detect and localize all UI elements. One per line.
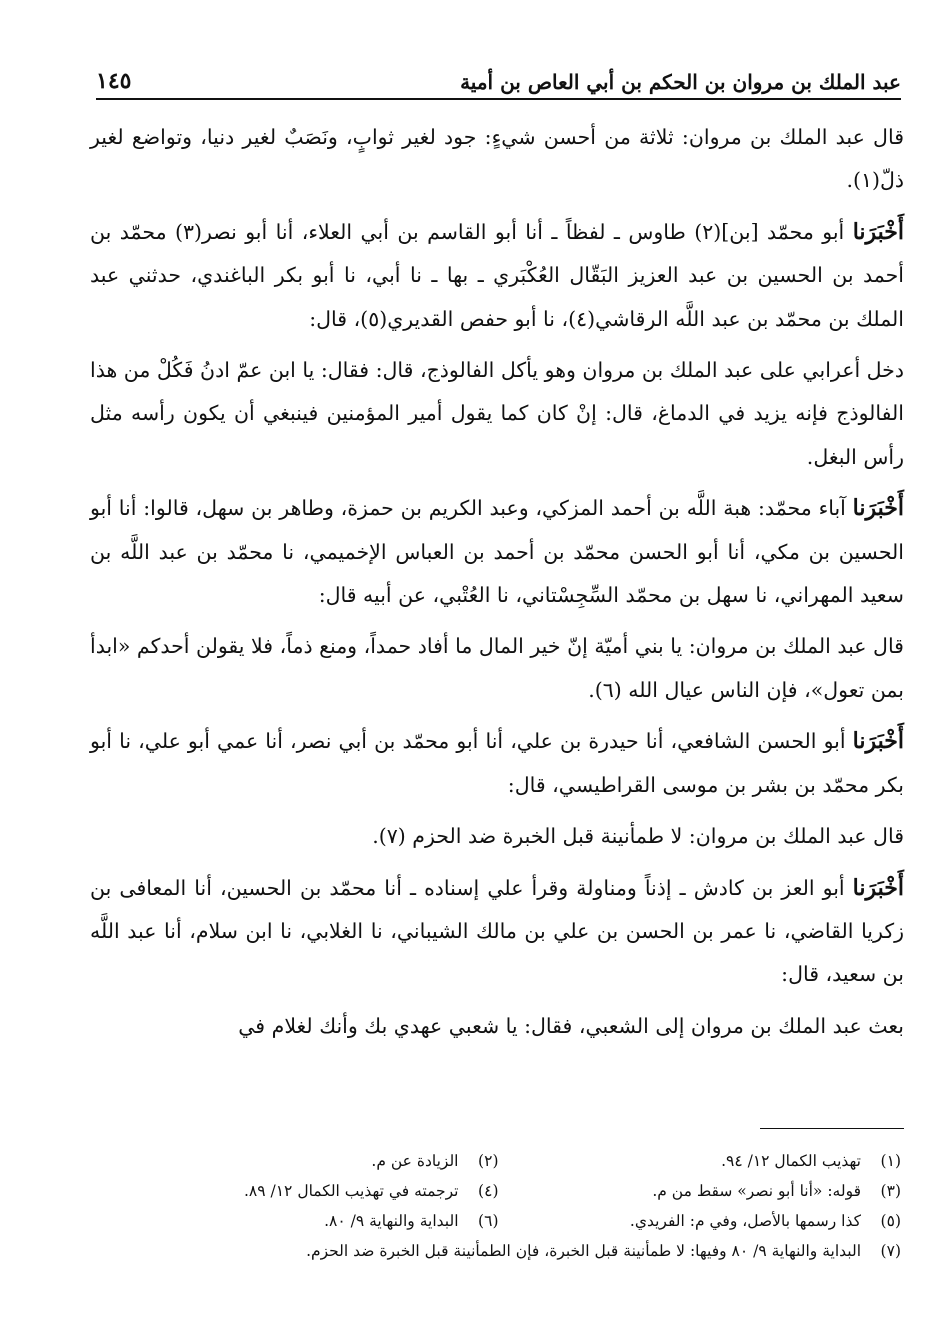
page-header [96, 58, 901, 100]
footnote: (٦) البداية والنهاية ٩/ ٨٠. [324, 1212, 499, 1230]
paragraph: أَخْبَرَنا أبو العز بن كادش ـ إذناً ومناولة وقرأ علي إسناده ـ أنا محمّد بن الحسين، أنا المعافى بن زكريا القاضي، نا عمر بن الحسن بن علي بن مالك الشيباني، نا الغلابي، نا ابن سلام، أنا عبد اللَّه بن سعيد، قال: [90, 874, 904, 987]
footnote: (٢) الزيادة عن م. [371, 1152, 499, 1170]
paragraph: قال عبد الملك بن مروان: ثلاثة من أحسن شيءٍ: جود لغير ثوابٍ، ونَصَبٌ لغير دنيا، وتواضع لغير ذلّ(١). [90, 125, 904, 193]
footnotes [96, 1146, 901, 1266]
footnote-row [96, 1176, 901, 1206]
page-number: ١٤٥ [96, 68, 132, 94]
akhbarana-lead: أَخْبَرَنا [852, 728, 904, 755]
akhbarana-lead: أَخْبَرَنا [852, 874, 904, 901]
akhbarana-lead: أَخْبَرَنا [852, 218, 905, 245]
akhbarana-lead: أَخْبَرَنا [852, 495, 904, 522]
paragraph: أَخْبَرَنا أبو الحسن الشافعي، أنا حيدرة بن علي، أنا أبو محمّد بن أبي نصر، أنا عمي أبو علي، نا أبو بكر محمّد بن بشر بن موسى القراطيسي، قال: [90, 728, 904, 797]
footnote: (٥) كذا رسمها بالأصل، وفي م: الفريدي. [629, 1212, 901, 1230]
paragraph: أَخْبَرَنا آباء محمّد: هبة اللَّه بن أحمد المزكي، وعبد الكريم بن حمزة، وطاهر بن سهل، قالوا: أنا أبو الحسين بن مكي، أنا أبو الحسن محمّد بن أحمد بن العباس الإخميمي، نا محمّد بن عبد اللَّه بن سعيد المهراني، نا سهل بن محمّد السِّجِسْتاني، نا العُتْبي، عن أبيه قال: [90, 495, 904, 608]
paragraph: دخل أعرابي على عبد الملك بن مروان وهو يأكل الفالوذج، قال: فقال: يا ابن عمّ ادنُ فَكُلْ من هذا الفالوذج فإنه يزيد في الدماغ، قال: إنْ كان كما يقول أمير المؤمنين فينبغي أن يكون رأسه مثل رأس البغل. [90, 358, 904, 469]
main-text [90, 116, 904, 1056]
footnote: (٤) ترجمته في تهذيب الكمال ١٢/ ٨٩. [243, 1182, 499, 1200]
footnote-row [96, 1146, 901, 1176]
paragraph: قال عبد الملك بن مروان: يا بني أميّة إنّ خير المال ما أفاد حمداً، ومنع ذماً، فلا يقولن أحدكم «ابدأ بمن تعول»، فإن الناس عيال الله (٦). [90, 634, 904, 702]
footnote: (٧) البداية والنهاية ٩/ ٨٠ وفيها: لا طمأنينة قبل الخبرة، فإن الطمأنينة قبل الخبرة ضد الحزم. [306, 1242, 901, 1260]
footnote-row [96, 1206, 901, 1236]
paragraph: أَخْبَرَنا أبو محمّد [بن](٢) طاوس ـ لفظاً ـ أنا أبو القاسم بن أبي العلاء، أنا أبو نصر(٣) محمّد بن أحمد بن الحسين بن عبد العزيز البَقّال العُكْبَري ـ بها ـ نا أبي، نا أبو بكر الباغندي، حدثني عبد الملك بن محمّد بن عبد اللَّه الرقاشي(٤)، نا أبو حفص القديري(٥)، قال: [90, 218, 905, 331]
footnote: (١) تهذيب الكمال ١٢/ ٩٤. [721, 1152, 901, 1170]
footnote-divider [760, 1128, 904, 1129]
paragraph: قال عبد الملك بن مروان: لا طمأنينة قبل الخبرة ضد الحزم (٧). [372, 824, 904, 849]
paragraph: بعث عبد الملك بن مروان إلى الشعبي، فقال: يا شعبي عهدي بك وأنك لغلام في [238, 1013, 904, 1038]
footnote-row [96, 1236, 901, 1266]
running-title: عبد الملك بن مروان بن الحكم بن أبي العاص بن أمية [460, 70, 901, 94]
footnote: (٣) قوله: «أنا أبو نصر» سقط من م. [652, 1182, 901, 1200]
